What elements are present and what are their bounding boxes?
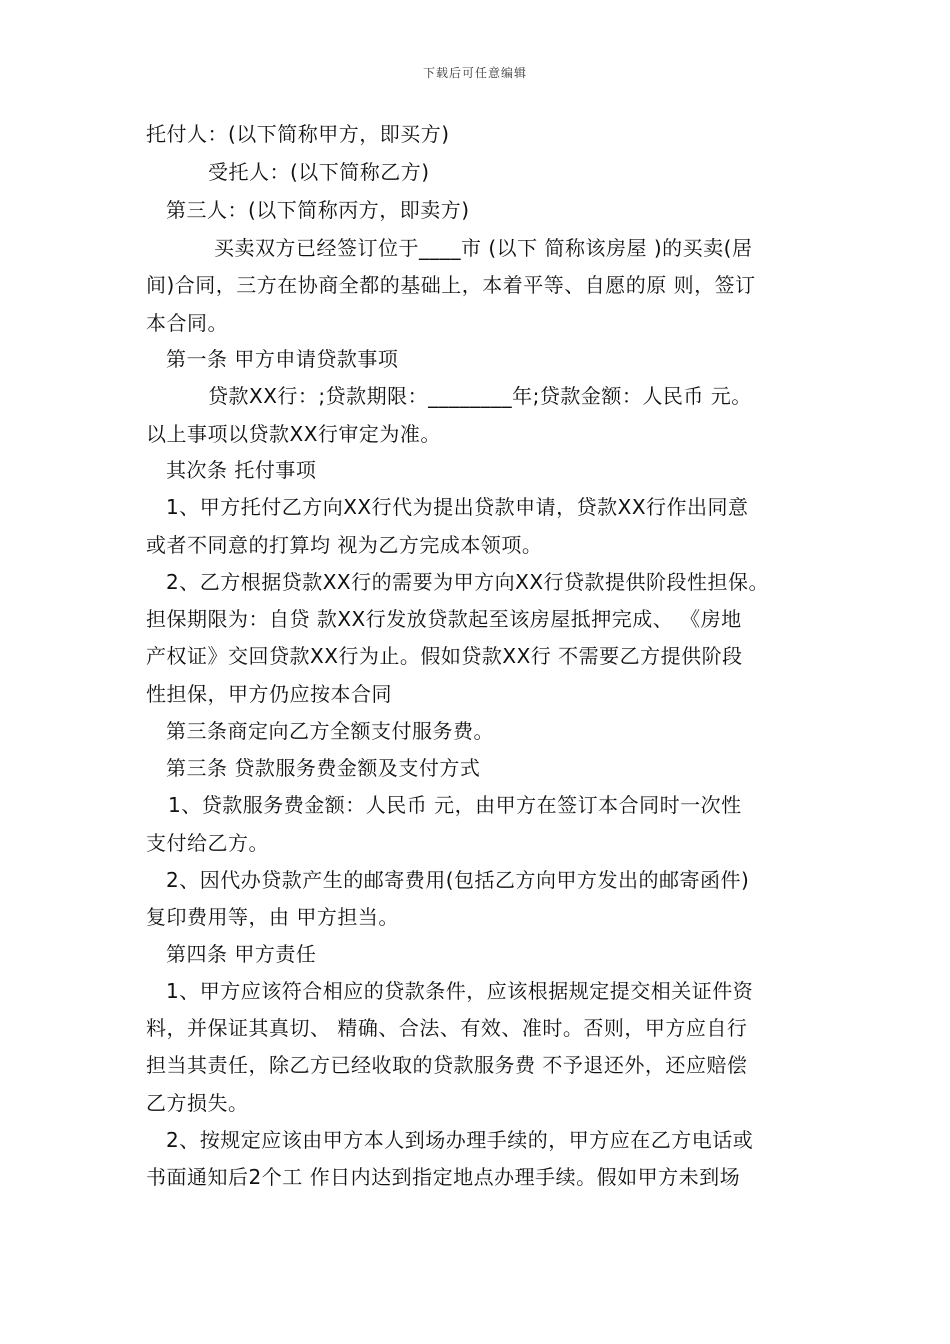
text-line: 买卖双方已经签订位于____市 (以下 简称该房屋 )的买卖(居	[214, 236, 753, 260]
text-line: 第三条商定向乙方全额支付服务费。	[166, 719, 494, 743]
text-line: 第四条 甲方责任	[166, 942, 317, 966]
text-line: 间)合同，三方在协商全都的基础上，本着平等、自愿的原 则，签订	[146, 273, 756, 297]
text-line: 或者不同意的打算均 视为乙方完成本领项。	[146, 533, 543, 557]
text-line: 2、按规定应该由甲方本人到场办理手续的，甲方应在乙方电话或	[166, 1128, 754, 1152]
text-line: 性担保，甲方仍应按本合同	[146, 682, 392, 706]
text-line: 1、贷款服务费金额：人民币 元，由甲方在签订本合同时一次性	[168, 793, 742, 817]
text-line: 支付给乙方。	[146, 831, 269, 855]
text-line: 书面通知后2个工 作日内达到指定地点办理手续。假如甲方未到场	[146, 1165, 741, 1189]
text-line: 其次条 托付事项	[166, 458, 317, 482]
text-line: 2、乙方根据贷款XX行的需要为甲方向XX行贷款提供阶段性担保。	[166, 570, 770, 594]
text-line: 第一条 甲方申请贷款事项	[166, 347, 399, 371]
text-line: 乙方损失。	[146, 1091, 249, 1115]
text-line: 担保期限为：自贷 款XX行发放贷款起至该房屋抵押完成、 《房地	[146, 607, 742, 631]
text-line: 贷款XX行：;贷款期限：________年;贷款金额：人民币 元。	[208, 384, 752, 408]
text-line: 受托人：(以下简称乙方)	[208, 160, 430, 184]
text-line: 2、因代办贷款产生的邮寄费用(包括乙方向甲方发出的邮寄函件)	[166, 868, 750, 892]
text-line: 复印费用等，由 甲方担当。	[146, 905, 399, 929]
page-header-note: 下载后可任意编辑	[422, 66, 527, 80]
text-line: 1、甲方应该符合相应的贷款条件，应该根据规定提交相关证件资	[166, 979, 754, 1003]
text-line: 以上事项以贷款XX行审定为准。	[146, 422, 441, 446]
text-line: 1、甲方托付乙方向XX行代为提出贷款申请，贷款XX行作出同意	[166, 495, 749, 519]
text-line: 料，并保证其真切、 精确、合法、有效、准时。否则，甲方应自行	[146, 1016, 748, 1040]
text-line: 第三条 贷款服务费金额及支付方式	[166, 756, 481, 780]
text-line: 托付人：(以下简称甲方，即买方)	[146, 122, 450, 146]
text-line: 产权证》交回贷款XX行为止。假如贷款XX行 不需要乙方提供阶段	[146, 644, 743, 668]
text-line: 本合同。	[146, 311, 228, 335]
text-line: 担当其责任，除乙方已经收取的贷款服务费 不予退还外，还应赔偿	[146, 1053, 748, 1077]
text-line: 第三人：(以下简称丙方，即卖方)	[166, 198, 470, 222]
